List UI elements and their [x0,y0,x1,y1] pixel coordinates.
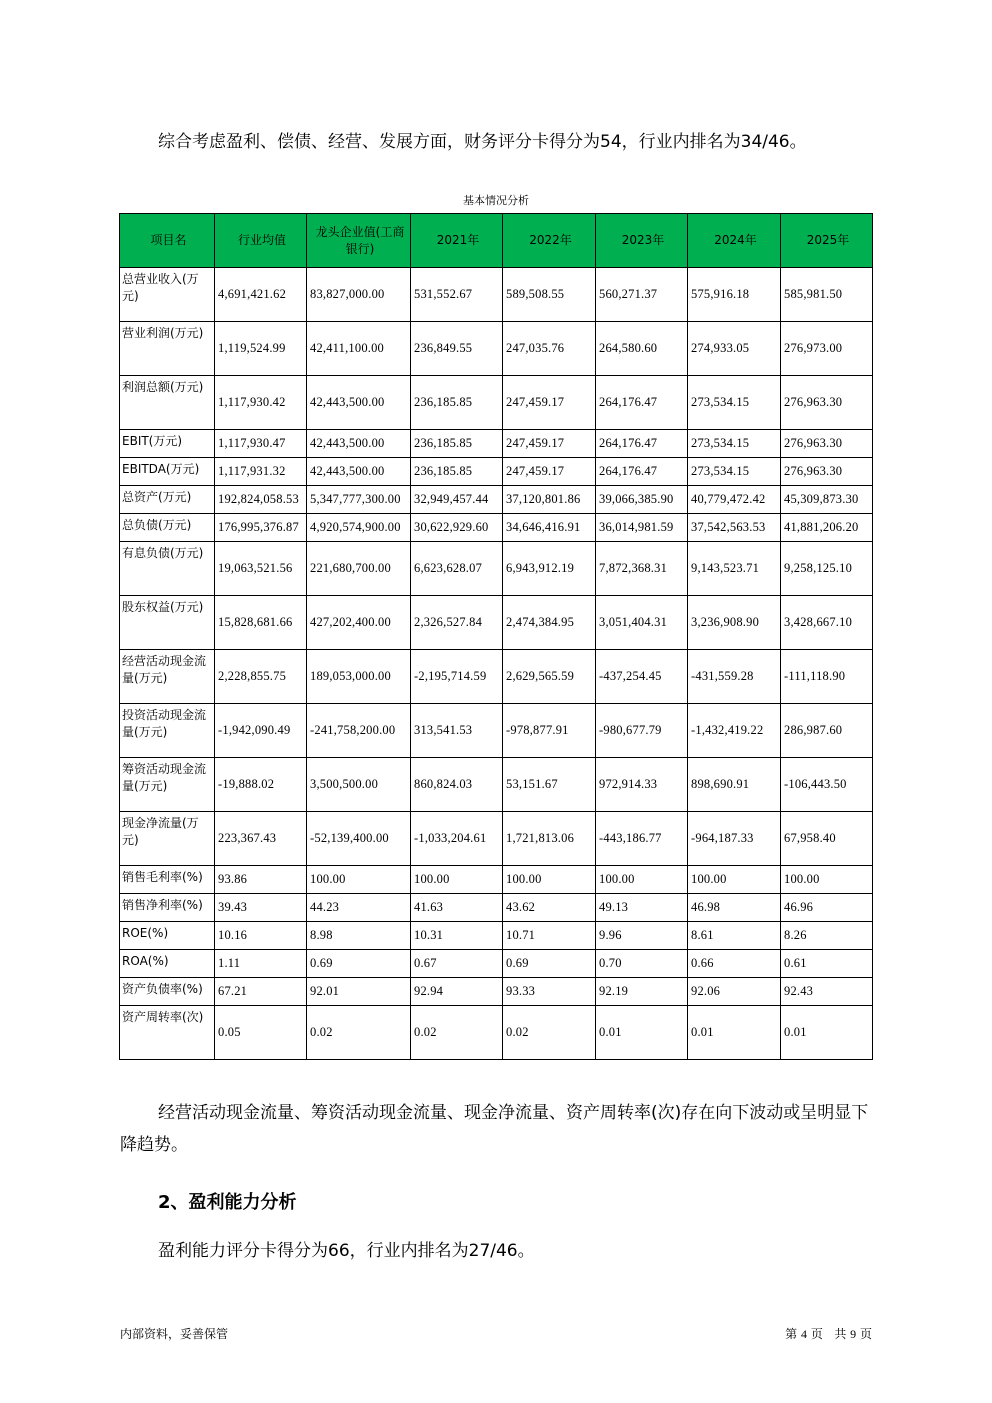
row-value: 273,534.15 [688,430,781,458]
row-value: 4,691,421.62 [215,268,307,322]
row-value: 42,443,500.00 [307,376,411,430]
row-value: 5,347,777,300.00 [307,486,411,514]
row-value: 34,646,416.91 [503,514,596,542]
row-value: 8.61 [688,922,781,950]
row-label: 经营活动现金流量(万元) [120,650,215,704]
row-value: -443,186.77 [596,812,688,866]
table-row [120,486,873,514]
row-label: 投资活动现金流量(万元) [120,704,215,758]
row-value: 42,443,500.00 [307,458,411,486]
row-label: 现金净流量(万元) [120,812,215,866]
row-value: 100.00 [596,866,688,894]
row-value: 0.01 [781,1006,873,1060]
row-value: 276,963.30 [781,376,873,430]
row-value: 264,176.47 [596,458,688,486]
row-value: 176,995,376.87 [215,514,307,542]
row-value: -52,139,400.00 [307,812,411,866]
row-value: 0.01 [688,1006,781,1060]
row-value: 1,721,813.06 [503,812,596,866]
row-value: 273,534.15 [688,376,781,430]
basic-analysis-table [119,213,873,1060]
row-value: 236,849.55 [411,322,503,376]
row-value: 100.00 [503,866,596,894]
row-value: 41.63 [411,894,503,922]
table-row [120,950,873,978]
row-value: 247,459.17 [503,458,596,486]
total-unit: 页 [859,1327,872,1341]
row-value: 313,541.53 [411,704,503,758]
row-value: 2,326,527.84 [411,596,503,650]
row-value: 92.94 [411,978,503,1006]
row-value: 0.05 [215,1006,307,1060]
row-value: 6,943,912.19 [503,542,596,596]
table-row [120,514,873,542]
row-value: 1,117,931.32 [215,458,307,486]
row-value: -978,877.91 [503,704,596,758]
row-value: 1,117,930.42 [215,376,307,430]
section-title: 2、盈利能力分析 [158,1192,297,1213]
row-value: 37,120,801.86 [503,486,596,514]
row-value: 1.11 [215,950,307,978]
row-value: 247,459.17 [503,376,596,430]
table-row [120,758,873,812]
row-value: 8.98 [307,922,411,950]
table-row [120,704,873,758]
row-value: 3,051,404.31 [596,596,688,650]
footer-page-number [785,1325,872,1342]
row-label: 销售毛利率(%) [120,866,215,894]
row-value: 10.16 [215,922,307,950]
table-row [120,542,873,596]
row-value: 67,958.40 [781,812,873,866]
row-value: 0.61 [781,950,873,978]
row-value: -106,443.50 [781,758,873,812]
row-value: 427,202,400.00 [307,596,411,650]
row-value: 264,580.60 [596,322,688,376]
table-row [120,376,873,430]
row-value: -241,758,200.00 [307,704,411,758]
row-value: 898,690.91 [688,758,781,812]
total-prefix: 共 [834,1327,847,1341]
row-value: 264,176.47 [596,376,688,430]
table-row [120,430,873,458]
table-row [120,978,873,1006]
row-value: 3,236,908.90 [688,596,781,650]
row-value: -19,888.02 [215,758,307,812]
table-row [120,812,873,866]
row-value: 39.43 [215,894,307,922]
row-value: 1,119,524.99 [215,322,307,376]
row-value: -964,187.33 [688,812,781,866]
row-value: 0.67 [411,950,503,978]
row-value: 19,063,521.56 [215,542,307,596]
row-value: 0.02 [411,1006,503,1060]
row-value: 41,881,206.20 [781,514,873,542]
row-value: 589,508.55 [503,268,596,322]
row-value: 247,035.76 [503,322,596,376]
row-value: 42,443,500.00 [307,430,411,458]
row-value: -980,677.79 [596,704,688,758]
row-value: 531,552.67 [411,268,503,322]
row-value: 39,066,385.90 [596,486,688,514]
row-value: 100.00 [688,866,781,894]
row-label: 利润总额(万元) [120,376,215,430]
row-value: 9.96 [596,922,688,950]
row-value: 236,185.85 [411,458,503,486]
row-value: -431,559.28 [688,650,781,704]
row-label: ROE(%) [120,922,215,950]
row-value: 223,367.43 [215,812,307,866]
header-2022: 2022年 [503,214,596,268]
table-row [120,322,873,376]
row-value: 92.19 [596,978,688,1006]
row-value: 274,933.05 [688,322,781,376]
row-value: 37,542,563.53 [688,514,781,542]
table-row [120,596,873,650]
table-caption: 基本情况分析 [463,194,529,207]
row-label: 总负债(万元) [120,514,215,542]
row-label: 股东权益(万元) [120,596,215,650]
row-value: 67.21 [215,978,307,1006]
row-value: 100.00 [411,866,503,894]
row-value: 15,828,681.66 [215,596,307,650]
table-row [120,922,873,950]
row-value: -1,942,090.49 [215,704,307,758]
row-value: 36,014,981.59 [596,514,688,542]
row-value: 247,459.17 [503,430,596,458]
row-value: 273,534.15 [688,458,781,486]
row-value: 93.86 [215,866,307,894]
row-value: 276,963.30 [781,458,873,486]
row-value: 83,827,000.00 [307,268,411,322]
row-value: 236,185.85 [411,430,503,458]
table-row [120,458,873,486]
row-value: 40,779,472.42 [688,486,781,514]
row-value: -1,432,419.22 [688,704,781,758]
page-unit: 页 [810,1327,823,1341]
header-2025: 2025年 [781,214,873,268]
row-value: 9,258,125.10 [781,542,873,596]
header-2021: 2021年 [411,214,503,268]
row-value: 6,623,628.07 [411,542,503,596]
row-label: 资产周转率(次) [120,1006,215,1060]
row-label: 资产负债率(%) [120,978,215,1006]
row-label: ROA(%) [120,950,215,978]
summary-paragraph: 综合考虑盈利、偿债、经营、发展方面，财务评分卡得分为54，行业内排名为34/46。 [158,132,807,152]
row-value: 192,824,058.53 [215,486,307,514]
row-value: 0.02 [503,1006,596,1060]
row-value: 221,680,700.00 [307,542,411,596]
row-value: -111,118.90 [781,650,873,704]
row-label: 总营业收入(万元) [120,268,215,322]
header-2023: 2023年 [596,214,688,268]
row-label: 营业利润(万元) [120,322,215,376]
row-value: 0.69 [307,950,411,978]
row-value: 286,987.60 [781,704,873,758]
row-value: 972,914.33 [596,758,688,812]
table-row [120,650,873,704]
row-value: 32,949,457.44 [411,486,503,514]
row-value: -2,195,714.59 [411,650,503,704]
total-num: 9 [850,1327,857,1341]
page-prefix: 第 [785,1327,798,1341]
header-item-name: 项目名 [120,214,215,268]
row-value: 44.23 [307,894,411,922]
row-value: 236,185.85 [411,376,503,430]
row-value: 2,474,384.95 [503,596,596,650]
row-value: 560,271.37 [596,268,688,322]
row-value: -437,254.45 [596,650,688,704]
page-num: 4 [801,1327,808,1341]
row-label: 筹资活动现金流量(万元) [120,758,215,812]
row-value: -1,033,204.61 [411,812,503,866]
row-value: 92.43 [781,978,873,1006]
row-label: 总资产(万元) [120,486,215,514]
row-label: EBITDA(万元) [120,458,215,486]
row-value: 3,428,667.10 [781,596,873,650]
row-value: 2,629,565.59 [503,650,596,704]
row-value: 276,963.30 [781,430,873,458]
row-value: 8.26 [781,922,873,950]
header-industry-avg: 行业均值 [215,214,307,268]
table-row [120,1006,873,1060]
row-value: 575,916.18 [688,268,781,322]
row-value: 100.00 [307,866,411,894]
row-value: 860,824.03 [411,758,503,812]
row-value: 10.71 [503,922,596,950]
row-value: 0.01 [596,1006,688,1060]
row-value: 49.13 [596,894,688,922]
trend-paragraph: 经营活动现金流量、筹资活动现金流量、现金净流量、资产周转率(次)存在向下波动或呈明显下降趋势。 [120,1103,869,1155]
row-label: 有息负债(万元) [120,542,215,596]
row-value: 7,872,368.31 [596,542,688,596]
row-value: 585,981.50 [781,268,873,322]
row-value: 10.31 [411,922,503,950]
row-value: 276,973.00 [781,322,873,376]
row-value: 0.69 [503,950,596,978]
row-label: 销售净利率(%) [120,894,215,922]
row-value: 1,117,930.47 [215,430,307,458]
row-value: 46.98 [688,894,781,922]
row-value: 53,151.67 [503,758,596,812]
row-value: 92.06 [688,978,781,1006]
row-value: 43.62 [503,894,596,922]
row-value: 42,411,100.00 [307,322,411,376]
row-value: 9,143,523.71 [688,542,781,596]
row-value: 0.70 [596,950,688,978]
row-value: 46.96 [781,894,873,922]
row-value: 2,228,855.75 [215,650,307,704]
profitability-paragraph: 盈利能力评分卡得分为66，行业内排名为27/46。 [158,1241,535,1261]
row-value: 92.01 [307,978,411,1006]
table-row [120,866,873,894]
row-value: 189,053,000.00 [307,650,411,704]
table-row [120,268,873,322]
row-label: EBIT(万元) [120,430,215,458]
row-value: 45,309,873.30 [781,486,873,514]
header-leader-value: 龙头企业值(工商银行) [307,214,411,268]
row-value: 4,920,574,900.00 [307,514,411,542]
row-value: 0.66 [688,950,781,978]
row-value: 0.02 [307,1006,411,1060]
footer-confidential-note: 内部资料，妥善保管 [120,1327,229,1341]
header-2024: 2024年 [688,214,781,268]
row-value: 93.33 [503,978,596,1006]
table-row [120,894,873,922]
row-value: 264,176.47 [596,430,688,458]
row-value: 30,622,929.60 [411,514,503,542]
row-value: 3,500,500.00 [307,758,411,812]
row-value: 100.00 [781,866,873,894]
table-header-row [120,214,873,268]
